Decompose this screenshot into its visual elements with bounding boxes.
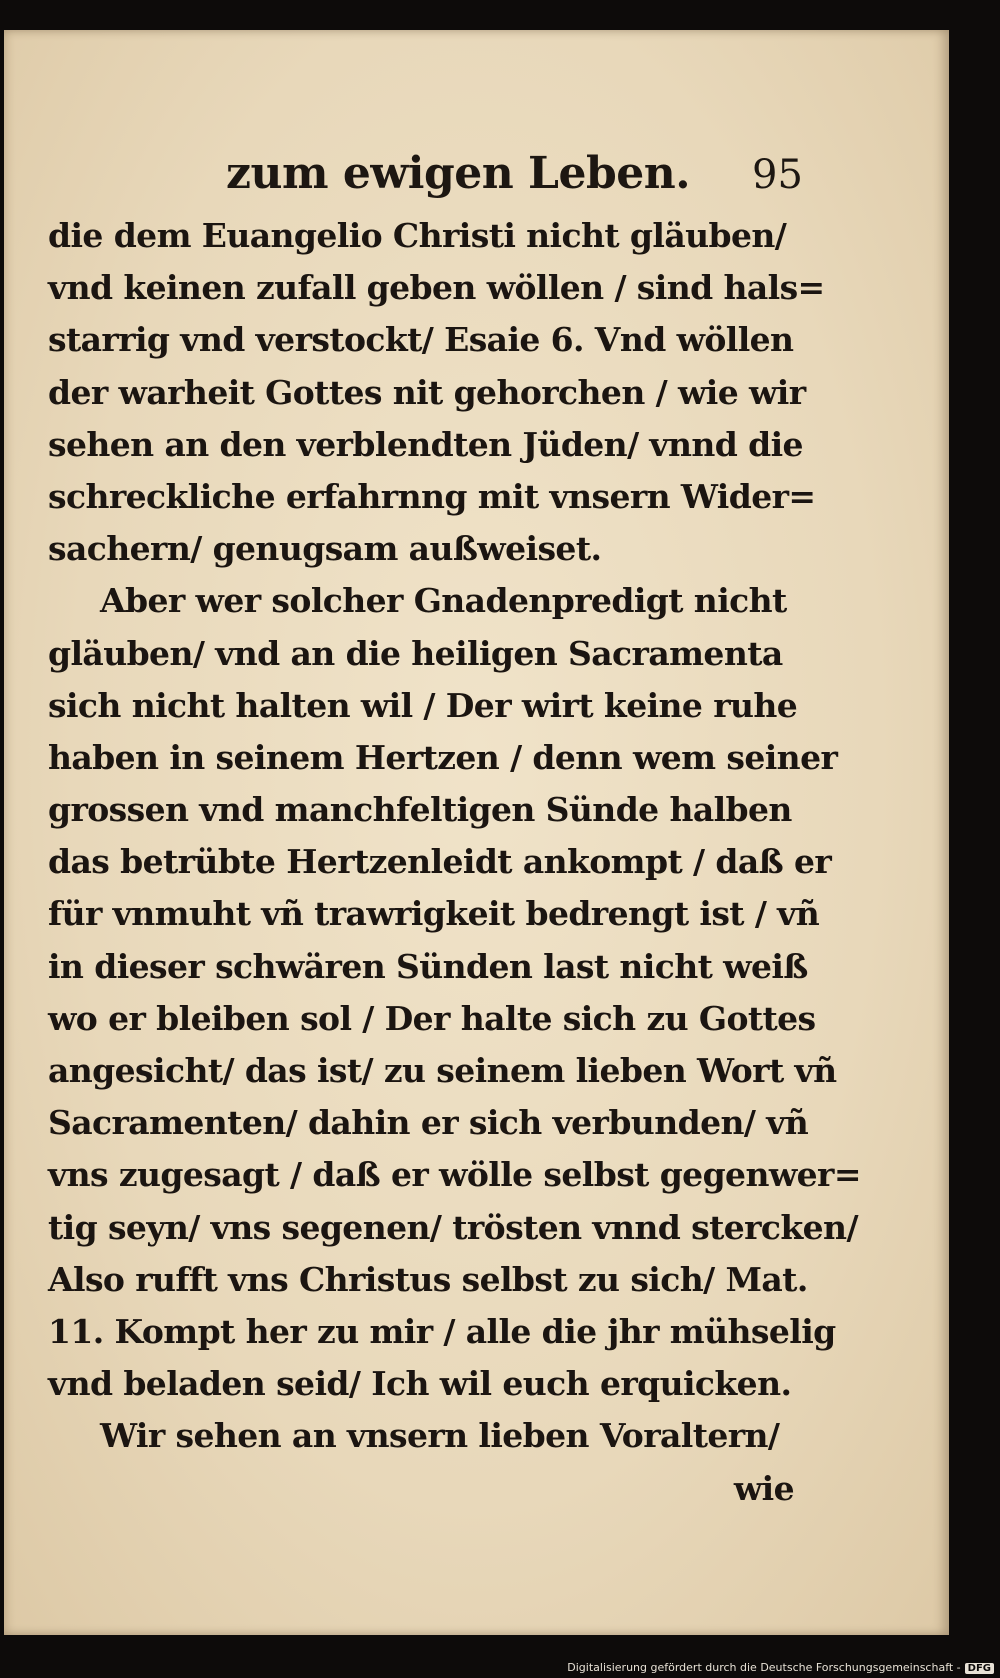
text-line: der warheit Gottes nit gehorchen / wie wir bbox=[48, 372, 806, 412]
catchword: wie bbox=[733, 1468, 794, 1508]
dfg-logo: DFG bbox=[965, 1663, 994, 1674]
text-line: Sacramenten/ dahin er sich verbunden/ vñ bbox=[48, 1103, 809, 1143]
text-line: vnd keinen zufall geben wöllen / sind hals= bbox=[48, 268, 825, 308]
digitization-credit bbox=[567, 1661, 994, 1674]
text-line: vnd beladen seid/ Ich wil euch erquicken. bbox=[48, 1364, 792, 1404]
text-line: Wir sehen an vnsern lieben Voraltern/ bbox=[100, 1416, 780, 1456]
text-line: starrig vnd verstockt/ Esaie 6. Vnd wöllen bbox=[48, 320, 794, 360]
credit-text: Digitalisierung gefördert durch die Deutsche Forschungsgemeinschaft - bbox=[567, 1661, 961, 1674]
book-page bbox=[4, 30, 949, 1635]
text-line: wo er bleiben sol / Der halte sich zu Gottes bbox=[48, 998, 816, 1038]
page-header bbox=[4, 148, 949, 208]
text-line: 11. Kompt her zu mir / alle die jhr mühselig bbox=[48, 1311, 836, 1351]
text-line: sachern/ genugsam außweiset. bbox=[48, 529, 602, 569]
text-line: Aber wer solcher Gnadenpredigt nicht bbox=[100, 581, 787, 621]
text-line: das betrübte Hertzenleidt ankompt / daß er bbox=[48, 842, 832, 882]
text-line: sich nicht halten wil / Der wirt keine ruhe bbox=[48, 685, 798, 725]
text-line: haben in seinem Hertzen / denn wem seiner bbox=[48, 737, 838, 777]
text-line: Also rufft vns Christus selbst zu sich/ Mat. bbox=[48, 1259, 808, 1299]
text-line: grossen vnd manchfeltigen Sünde halben bbox=[48, 790, 792, 830]
text-line: schreckliche erfahrnng mit vnsern Wider= bbox=[48, 476, 816, 516]
text-line: vns zugesagt / daß er wölle selbst gegenwer= bbox=[48, 1155, 861, 1195]
page-number: 95 bbox=[752, 152, 803, 198]
text-line: gläuben/ vnd an die heiligen Sacramenta bbox=[48, 633, 783, 673]
running-title: zum ewigen Leben. bbox=[226, 148, 691, 199]
text-line: für vnmuht vñ trawrigkeit bedrengt ist / vñ bbox=[48, 894, 820, 934]
text-line: angesicht/ das ist/ zu seinem lieben Wort vñ bbox=[48, 1051, 837, 1090]
page-body bbox=[48, 210, 861, 1515]
text-line: tig seyn/ vns segenen/ trösten vnnd stercken/ bbox=[48, 1207, 858, 1247]
text-line: die dem Euangelio Christi nicht gläuben/ bbox=[48, 216, 787, 255]
text-line: in dieser schwären Sünden last nicht weiß bbox=[48, 946, 808, 986]
text-line: sehen an den verblendten Jüden/ vnnd die bbox=[48, 424, 803, 464]
